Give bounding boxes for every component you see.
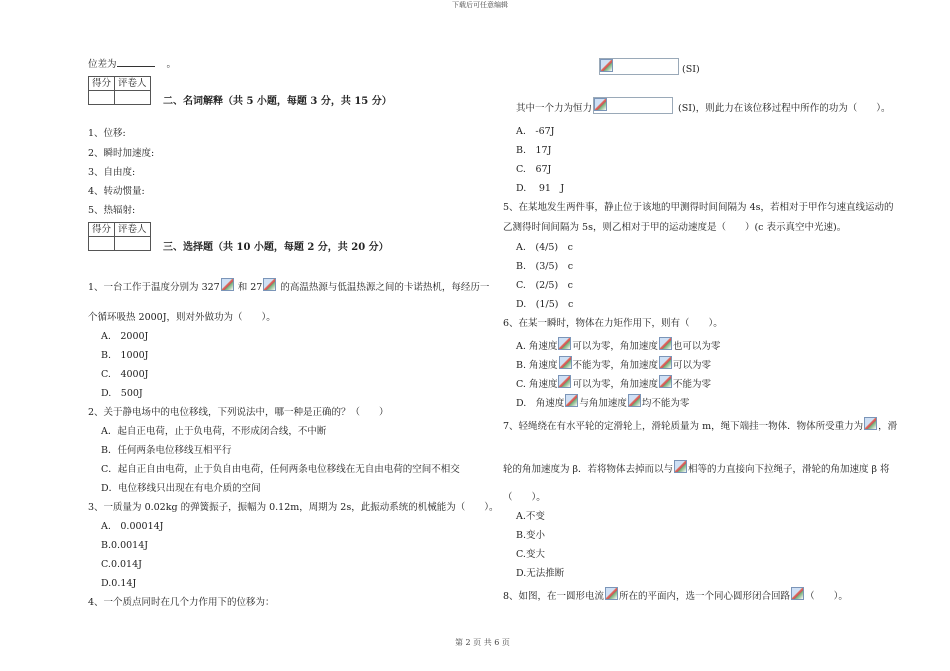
formula-image-icon <box>599 58 679 75</box>
q6-option-text: D. 角速度 <box>516 398 565 409</box>
q1-stem <box>88 278 489 294</box>
q6-option <box>516 394 689 410</box>
formula-image-icon <box>659 337 672 350</box>
q1-stem-line2: 个循环吸热 2000J，则对外做功为（ ）。 <box>88 312 276 323</box>
q7-option: A.不变 <box>516 511 545 522</box>
formula-image-icon <box>605 587 618 600</box>
formula-image-icon <box>791 587 804 600</box>
formula-image-icon <box>221 278 234 291</box>
formula-image-icon <box>628 394 641 407</box>
q5-option: C. (2/5) c <box>516 280 573 291</box>
q5-stem-line2: 乙测得时间间隔为 5s，则乙相对于甲的运动速度是（ ）(c 表示真空中光速)。 <box>503 222 847 233</box>
formula-image-icon <box>558 337 571 350</box>
q6-stem: 6、在某一瞬时，物体在力矩作用下，则有（ ）。 <box>503 318 723 329</box>
q2-option: B．任何两条电位移线互相平行 <box>101 445 232 456</box>
formula-image-icon <box>659 356 672 369</box>
q4-stem: 4、一个质点同时在几个力作用下的位移为： <box>88 597 275 608</box>
q7-stem <box>503 417 897 433</box>
si-label: (SI) <box>682 64 700 75</box>
score-box-section2 <box>88 76 151 105</box>
q1-text-1: 1、一台工作于温度分别为 327 <box>88 282 220 293</box>
term-item: 1、位移: <box>88 128 126 139</box>
q1-option: A. 2000J <box>101 331 149 342</box>
q5-option: D. (1/5) c <box>516 299 574 310</box>
page-header: 下载后可任意编辑 <box>452 1 508 9</box>
section2-title: 二、名词解释（共 5 小题，每题 3 分，共 15 分） <box>163 96 392 107</box>
q6-option-text: 与角加速度 <box>579 398 627 409</box>
q4-option: A. -67J <box>516 126 555 137</box>
grader-label: 评卷人 <box>115 77 151 91</box>
q6-option-text: A. 角速度 <box>516 341 558 352</box>
q6-option-text: 可以为零 <box>673 360 712 371</box>
q1-text-3: 的高温热源与低温热源之间的卡诺热机，每经历一 <box>277 282 490 293</box>
force-text-2: (SI)，则此力在该位移过程中所作的功为（ ）。 <box>678 103 891 114</box>
q8-text-2: 所在的平面内，选一个同心圆形闭合回路 <box>619 591 791 602</box>
q6-option-text: 可以为零，角加速度 <box>572 379 658 390</box>
formula-image-icon <box>659 375 672 388</box>
q4-option: D. 91 J <box>516 183 565 194</box>
answer-blank <box>117 58 155 67</box>
q1-option: B. 1000J <box>101 350 149 361</box>
q2-option: D．电位移线只出现在有电介质的空间 <box>101 483 261 494</box>
q6-option-text: C. 角速度 <box>516 379 558 390</box>
score-cell <box>89 91 115 105</box>
q3-option: A. 0.00014J <box>101 521 164 532</box>
q8-text-1: 8、如图，在一圆形电流 <box>503 591 605 602</box>
force-text-1: 其中一个力为恒力 <box>516 103 593 114</box>
q8-text-3: （ ）。 <box>805 591 848 602</box>
q2-option: A．起自正电荷，止于负电荷，不形成闭合线，不中断 <box>101 426 327 437</box>
score-label: 得分 <box>89 223 115 237</box>
q6-option-text: 不能为零，角加速度 <box>572 360 659 371</box>
formula-image-icon <box>558 375 571 388</box>
score-cell <box>89 237 115 251</box>
q2-stem: 2、关于静电场中的电位移线，下列说法中，哪一种是正确的？（ ） <box>88 407 389 418</box>
q6-option <box>516 337 720 353</box>
section3-title: 三、选择题（共 10 小题，每题 2 分，共 20 分） <box>163 242 389 253</box>
top-line-text: 位差为 <box>88 59 117 70</box>
q7-text-3: 轮的角加速度为 β．若将物体去掉而以与 <box>503 464 674 475</box>
q5-option: A. (4/5) c <box>516 242 573 253</box>
q6-option-text: 也可以为零 <box>672 341 721 352</box>
q6-option-text: 不能为零 <box>673 379 712 390</box>
grader-label: 评卷人 <box>115 223 151 237</box>
term-item: 5、热辐射: <box>88 205 136 216</box>
formula-image-icon <box>593 97 673 114</box>
q5-stem: 5、在某地发生两件事，静止位于该地的甲测得时间间隔为 4s，若相对于甲作匀速直线运动的 <box>503 202 894 213</box>
top-line <box>88 58 176 71</box>
q4-option: C. 67J <box>516 164 552 175</box>
q6-option <box>516 375 711 391</box>
q6-option-text: 均不能为零 <box>641 398 690 409</box>
term-item: 3、自由度: <box>88 167 136 178</box>
q6-option-text: 可以为零，角加速度 <box>572 341 658 352</box>
q7-stem-line2 <box>503 460 890 476</box>
formula-image-icon <box>674 460 687 473</box>
score-label: 得分 <box>89 77 115 91</box>
q6-option-text: B. 角速度 <box>516 360 558 371</box>
q7-option: D.无法推断 <box>516 568 565 579</box>
formula-image-icon <box>864 417 877 430</box>
grader-cell <box>115 91 151 105</box>
q8-stem <box>503 587 848 603</box>
formula-image-icon <box>263 278 276 291</box>
q7-option: B.变小 <box>516 530 546 541</box>
q3-option: C.0.014J <box>101 559 142 570</box>
q1-option: C. 4000J <box>101 369 149 380</box>
term-item: 4、转动惯量: <box>88 186 145 197</box>
q2-option: C．起自正自由电荷，止于负自由电荷，任何两条电位移线在无自由电荷的空间不相交 <box>101 464 460 475</box>
top-line-end: 。 <box>166 59 177 70</box>
q7-option: C.变大 <box>516 549 545 560</box>
q4-option: B. 17J <box>516 145 552 156</box>
q3-stem: 3、一质量为 0.02kg 的弹簧振子，振幅为 0.12m，周期为 2s，此振动系统的机械能为（ ）。 <box>88 502 499 513</box>
q3-option: D.0.14J <box>101 578 137 589</box>
q7-stem-line3: （ ）。 <box>503 492 546 503</box>
force-line <box>516 97 890 115</box>
q3-option: B.0.0014J <box>101 540 149 551</box>
q1-text-2: 和 27 <box>234 282 263 293</box>
term-item: 2、瞬时加速度: <box>88 148 155 159</box>
grader-cell <box>115 237 151 251</box>
q7-text-1: 7、轻绳绕在有水平轮的定滑轮上，滑轮质量为 m，绳下端挂一物体．物体所受重力为 <box>503 421 864 432</box>
q1-option: D. 500J <box>101 388 143 399</box>
q5-option: B. (3/5) c <box>516 261 574 272</box>
formula-image-icon <box>559 356 572 369</box>
displacement-formula <box>598 58 700 76</box>
formula-image-icon <box>565 394 578 407</box>
page-footer: 第 2 页 共 6 页 <box>455 638 510 647</box>
q7-text-4: 相等的力直接向下拉绳子，滑轮的角加速度 β 将 <box>688 464 890 475</box>
q7-text-2: ，滑 <box>878 421 898 432</box>
score-box-section3 <box>88 222 151 251</box>
q6-option <box>516 356 711 372</box>
